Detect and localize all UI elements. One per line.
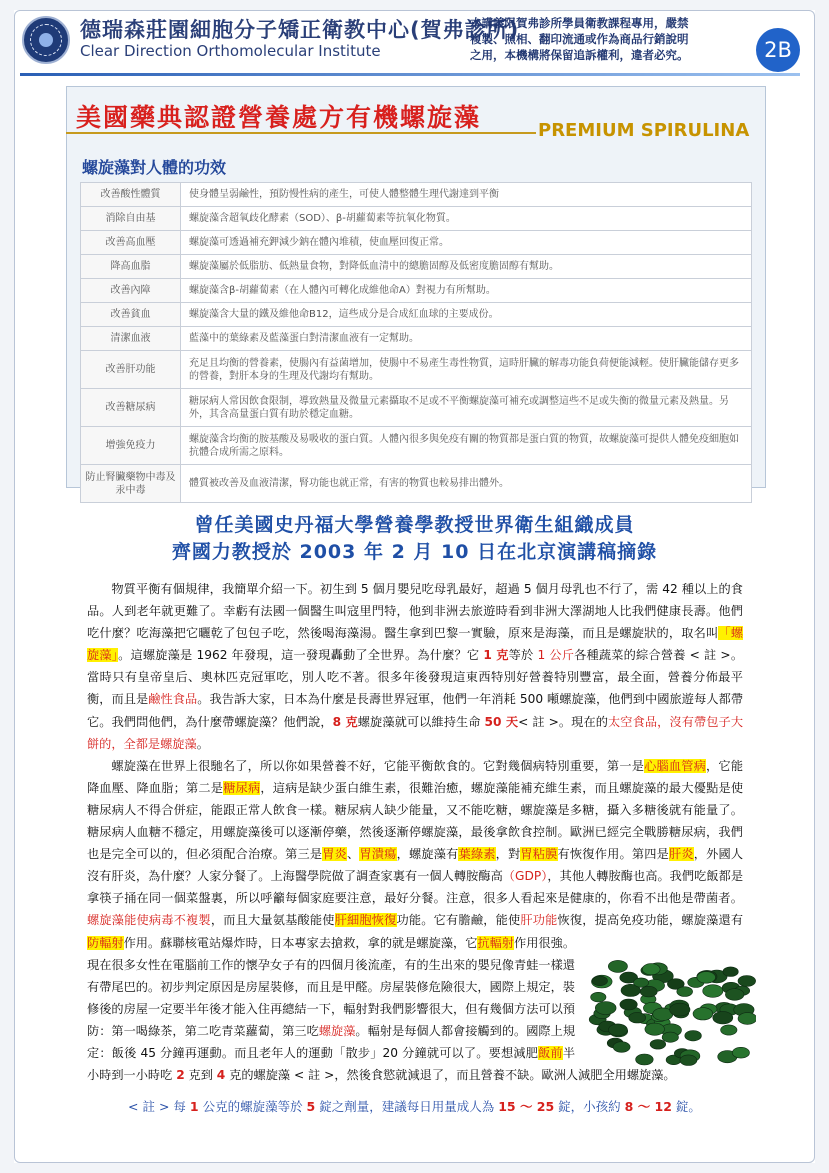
tablet: [732, 1047, 749, 1058]
benefits-table-body: [81, 183, 752, 503]
paragraph-text: ，螺旋藻有: [396, 847, 459, 862]
benefit-description: 糖尿病人常因飲食限制，導致熱量及微量元素攝取不足或不平衡螺旋藻可補充或調整這些不足或失衡的微量元素及熱量。另外，其含高量蛋白質有助於穩定血糖。: [181, 389, 752, 427]
emphasized-text: 螺旋藻: [318, 1023, 356, 1038]
benefit-name: 改善高血壓: [81, 231, 181, 255]
benefit-name: 改善肝功能: [81, 351, 181, 389]
tablet: [713, 1011, 733, 1024]
benefit-row: [81, 279, 752, 303]
benefit-name: 消除自由基: [81, 207, 181, 231]
emphasized-text: 50 天: [484, 714, 519, 729]
paragraph-text: ，而且大量氨基酸能使: [210, 913, 335, 928]
emphasized-text: 2: [176, 1068, 185, 1083]
paragraph-text: 恢復，提高免疫功能，螺旋藻還有: [557, 913, 744, 928]
benefit-row: [81, 207, 752, 231]
section-title: 螺旋藻對人體的功效: [82, 158, 227, 177]
emphasized-text: 4: [216, 1068, 226, 1083]
paragraph-text: 克的螺旋藻 < 註 >，然後食慾就減退了，而且營養不缺。歐洲人減肥全用螺旋藻。: [225, 1068, 676, 1083]
tablet: [738, 976, 756, 987]
tablet: [723, 967, 738, 977]
institute-logo: [22, 16, 70, 64]
paragraph-text: 。這螺旋藻是 1962 年發現，這一發現轟動了全世界。為什麼？它: [118, 648, 484, 663]
tablet: [677, 987, 693, 997]
benefit-description: 螺旋藻含均衡的胺基酸及易吸收的蛋白質。人體內很多與免疫有關的物質都是蛋白質的物質，故螺旋藻可提供人體免疫細胞如抗體合成所需之原料。: [181, 427, 752, 465]
paragraph-text: 。: [196, 736, 209, 751]
tablet: [634, 978, 649, 987]
benefit-row: [81, 465, 752, 503]
tablet: [629, 1012, 646, 1023]
paragraph-text: 物質平衡有個規律，我簡單介紹一下。初生到 5 個月嬰兒吃母乳最好，超過 5 個月母乳也不行了，需 42 種以上的食品。人到老年就更難了。幸虧有法國一個醫生叫寇里門特，他到非洲去旅遊時看到非洲大澤湖地人比我們健康長壽。他們吃什麼？吃海藻把它曬乾了包包子吃，然後喝海藻湯。醫生拿到巴黎一實驗，原來是海藻，而且是螺旋狀的，取名叫: [87, 582, 743, 641]
note-text: 錠，小孩約: [554, 1099, 625, 1114]
emphasized-text: 抗輻射: [477, 935, 515, 950]
paragraph-text: ，其他人轉胺酶也高。我們吃飯都是拿筷子捅在同一個菜盤裏，所以呼籲每個家庭要注意，最好分餐。注意，很多人看起來是健康的，你看不出他是帶菌者。: [87, 869, 744, 906]
emphasized-text: （GDP）: [502, 869, 548, 884]
emphasized-text: 糖尿病: [223, 780, 261, 795]
note-number: 5: [306, 1099, 316, 1114]
note-text: 公克的螺旋藻等於: [198, 1099, 307, 1114]
benefit-description: 螺旋藻屬於低脂肪、低熱量食物，對降低血清中的總膽固醇及低密度膽固醇有幫助。: [181, 255, 752, 279]
paragraph-text: 。我告訴大家，日本為什麼是長壽世界冠軍，他們一年消耗 500 噸螺旋藻，他們到中國旅遊每人都帶它。我們問他們，為什麼帶螺旋藻？他們說，: [87, 692, 744, 729]
tablet: [650, 1040, 666, 1050]
note-text: 錠之劑量，建議每日用量成人為: [315, 1099, 499, 1114]
spirulina-tablets-image: [584, 944, 756, 1072]
emphasized-text: 1 公斤: [537, 648, 575, 663]
tablet: [642, 964, 660, 975]
tablet: [620, 999, 637, 1010]
paragraph-text: 克到: [184, 1068, 217, 1083]
tablet: [697, 972, 716, 984]
tablets-illustration: [584, 944, 756, 1072]
tablet: [645, 1023, 665, 1035]
paragraph-text: 。輻射是每個人都會接觸到的。國際上規定：飯後 45 分鐘再運動。而且老年人的運動「散步」20 分鐘就可以了。要想減肥: [87, 1023, 576, 1060]
note-number: 1: [189, 1099, 199, 1114]
emphasized-text: 1 克: [483, 648, 509, 663]
paragraph-text: 、: [347, 847, 360, 862]
org-name-zh: 德瑞森莊園細胞分子矯正衛教中心(賀弗診所): [80, 18, 520, 42]
benefit-row: [81, 327, 752, 351]
emphasized-text: 鹼性食品: [148, 692, 198, 707]
benefit-description: 螺旋藻可透過補充鉀減少鈉在體內堆積，使血壓回復正常。: [181, 231, 752, 255]
tablet: [636, 1054, 654, 1065]
note-text: < 註 > 每: [128, 1099, 190, 1114]
benefit-name: 清潔血液: [81, 327, 181, 351]
tablet: [608, 1024, 627, 1036]
paragraph-text: ，這病是缺少蛋白維生素，很難治癒，螺旋藻能補充維生素，而且螺旋藻的最大優點是使糖尿病人不得合併症，能跟正常人飲食一樣。糖尿病人缺少能量，又不能吃糖，螺旋藻是多糖，攝入多糖後就有能量了。糖尿病人血糖不穩定，用螺旋藻後可以逐漸停藥，然後逐漸停螺旋藻，最後拿飲食控制。歐洲已經完全戰勝糖尿病，我們也是完全可以的，但必須配合治療。第三是: [87, 780, 744, 862]
benefit-description: 使身體呈弱鹼性，預防慢性病的產生，可使人體整體生理代謝達到平衡: [181, 183, 752, 207]
header-divider: [20, 73, 800, 76]
benefit-row: [81, 231, 752, 255]
paragraph-text: ，外國人沒有肝炎，為什麼？人家分餐了。上海醫學院做了調查家裏有一個人轉胺酶高: [87, 847, 744, 884]
emphasized-text: 胃炎: [322, 847, 348, 862]
note-text: 錠。: [671, 1099, 701, 1114]
emphasized-text: 螺旋藻能使病毒不複製: [87, 913, 211, 928]
emphasized-text: 「螺旋藻」: [87, 626, 744, 663]
paragraph-text: ，對: [495, 847, 521, 862]
paragraph-text: 作用。蘇聯核電站爆炸時，日本專家去搶救，拿的就是螺旋藻，它: [123, 935, 478, 950]
copyright-notice: [470, 15, 750, 63]
emphasized-text: 肝功能: [520, 913, 558, 928]
title-underline: [66, 132, 536, 134]
notice-line: 本講義限賀弗診所學員衛教課程專用，嚴禁: [470, 16, 689, 30]
benefit-description: 藍藻中的葉綠素及藍藻蛋白對清潔血液有一定幫助。: [181, 327, 752, 351]
lecture-title-line: 齊國力教授於 2003 年 2 月 10 日在北京演講稿摘錄: [171, 541, 658, 563]
emphasized-text: 太空食品，沒有帶包子大餅的，全都是螺旋藻: [87, 714, 744, 751]
lecture-title: [0, 512, 829, 566]
lecture-title-line: 曾任美國史丹福大學營養學教授世界衛生組織成員: [194, 514, 635, 536]
dosage-note: [0, 1097, 829, 1115]
benefit-name: 降高血脂: [81, 255, 181, 279]
emphasized-text: 葉綠素: [458, 847, 496, 862]
benefit-description: 充足且均衡的營養素，使腸內有益菌增加，使腸中不易產生毒性物質，這時肝臟的解毒功能負荷便能減輕。使肝臟能儲存更多的營養，對肝本身的生理及代謝均有幫助。: [181, 351, 752, 389]
tablet: [613, 1042, 630, 1053]
benefit-name: 防止腎臟藥物中毒及汞中毒: [81, 465, 181, 503]
benefit-description: 螺旋藻含β-胡蘿蔔素（在人體內可轉化成維他命A）對視力有所幫助。: [181, 279, 752, 303]
tablet: [721, 1025, 737, 1035]
lecture-paragraph: [87, 578, 743, 755]
benefit-row: [81, 389, 752, 427]
paragraph-text: 螺旋藻就可以維持生命: [357, 714, 485, 729]
benefit-row: [81, 183, 752, 207]
benefit-row: [81, 255, 752, 279]
paragraph-text: < 註 >。現在的: [518, 714, 609, 729]
note-number: 8 ～ 12: [624, 1099, 672, 1114]
benefit-row: [81, 427, 752, 465]
paragraph-text: 功能。它有膽鹼，能使: [396, 913, 521, 928]
benefit-name: 改善酸性體質: [81, 183, 181, 207]
benefit-description: 螺旋藻含大量的鐵及維他命B12，這些成分是合成紅血球的主要成份。: [181, 303, 752, 327]
tablet: [595, 1002, 616, 1015]
paragraph-text: 各種蔬菜的綜合營養 < 註 >。當時只有皇帝皇后、奧林匹克冠軍吃，別人吃不著。很多年後發現這東西特別好營養特別豐富，最全面，營養分佈最平衡，而且是: [87, 648, 744, 707]
paragraph-text: 等於: [508, 648, 538, 663]
tablet: [670, 1003, 690, 1016]
org-name-en: Clear Direction Orthomolecular Institute: [80, 42, 381, 60]
tablet: [662, 1032, 678, 1042]
emphasized-text: 肝細胞恢復: [334, 913, 397, 928]
benefit-description: 體質被改善及血液清潔，腎功能也就正常，有害的物質也較易排出體外。: [181, 465, 752, 503]
benefits-table: [80, 182, 752, 503]
paragraph-text: ，它能降血壓、降血脂；第二是: [87, 758, 744, 795]
benefit-name: 改善內障: [81, 279, 181, 303]
tablet: [608, 960, 627, 972]
notice-line: 之用，本機構將保留追訴權利，違者必究。: [470, 48, 689, 62]
benefit-row: [81, 303, 752, 327]
tablet: [738, 1013, 756, 1025]
emphasized-text: 防輻射: [87, 935, 124, 950]
paragraph-text: 螺旋藻在世界上很馳名了，所以你如果營養不好，它能平衡飲食的。它對幾個病特別重要，第一是: [111, 758, 645, 773]
tablet: [703, 985, 723, 998]
main-title: 美國藥典認證營養處方有機螺旋藻: [76, 103, 482, 132]
tablet: [591, 992, 606, 1002]
emphasized-text: 胃粘膜: [520, 847, 558, 862]
notice-line: 複製、照相、翻印流通或作為商品行銷說明: [470, 32, 689, 46]
tablet: [725, 989, 744, 1001]
emphasized-text: 心腦血管病: [644, 758, 707, 773]
paragraph-text: 作用很強。現在很多女性在電腦前工作的懷孕女子有的四個月後流產，有的生出來的嬰兒像青蛙一樣還有帶尾巴的。初步判定原因是房屋裝修，而且是甲醛。房屋裝修危險很大，國際上規定，裝修後的房屋一定要半年後才能入住再總結一下，輻射對我們影響很大，但有幾個方法可以預防：第一喝綠茶，第二吃青菜蘿蔔，第三吃: [87, 935, 576, 1038]
benefit-row: [81, 351, 752, 389]
benefit-name: 改善貧血: [81, 303, 181, 327]
page-number-badge: 2B: [756, 28, 800, 72]
paragraph-text: 有恢復作用。第四是: [557, 847, 669, 862]
paragraph-text: 半小時到一小時吃: [87, 1045, 576, 1083]
benefit-description: 螺旋藻含超氧歧化酵素（SOD）、β-胡蘿蔔素等抗氧化物質。: [181, 207, 752, 231]
benefit-name: 改善糖尿病: [81, 389, 181, 427]
logo-core: [39, 33, 53, 47]
emphasized-text: 飯前: [538, 1045, 563, 1060]
emphasized-text: 胃潰瘍: [359, 847, 397, 862]
tablet: [693, 1008, 713, 1020]
tablet: [680, 1055, 697, 1066]
emphasized-text: 肝炎: [668, 847, 694, 862]
note-number: 15 ～ 25: [498, 1099, 555, 1114]
emphasized-text: 8 克: [332, 714, 358, 729]
tablet: [640, 986, 657, 997]
tablet: [592, 976, 607, 986]
benefit-name: 增強免疫力: [81, 427, 181, 465]
tablet: [685, 1031, 702, 1041]
main-subtitle: PREMIUM SPIRULINA: [538, 120, 750, 141]
